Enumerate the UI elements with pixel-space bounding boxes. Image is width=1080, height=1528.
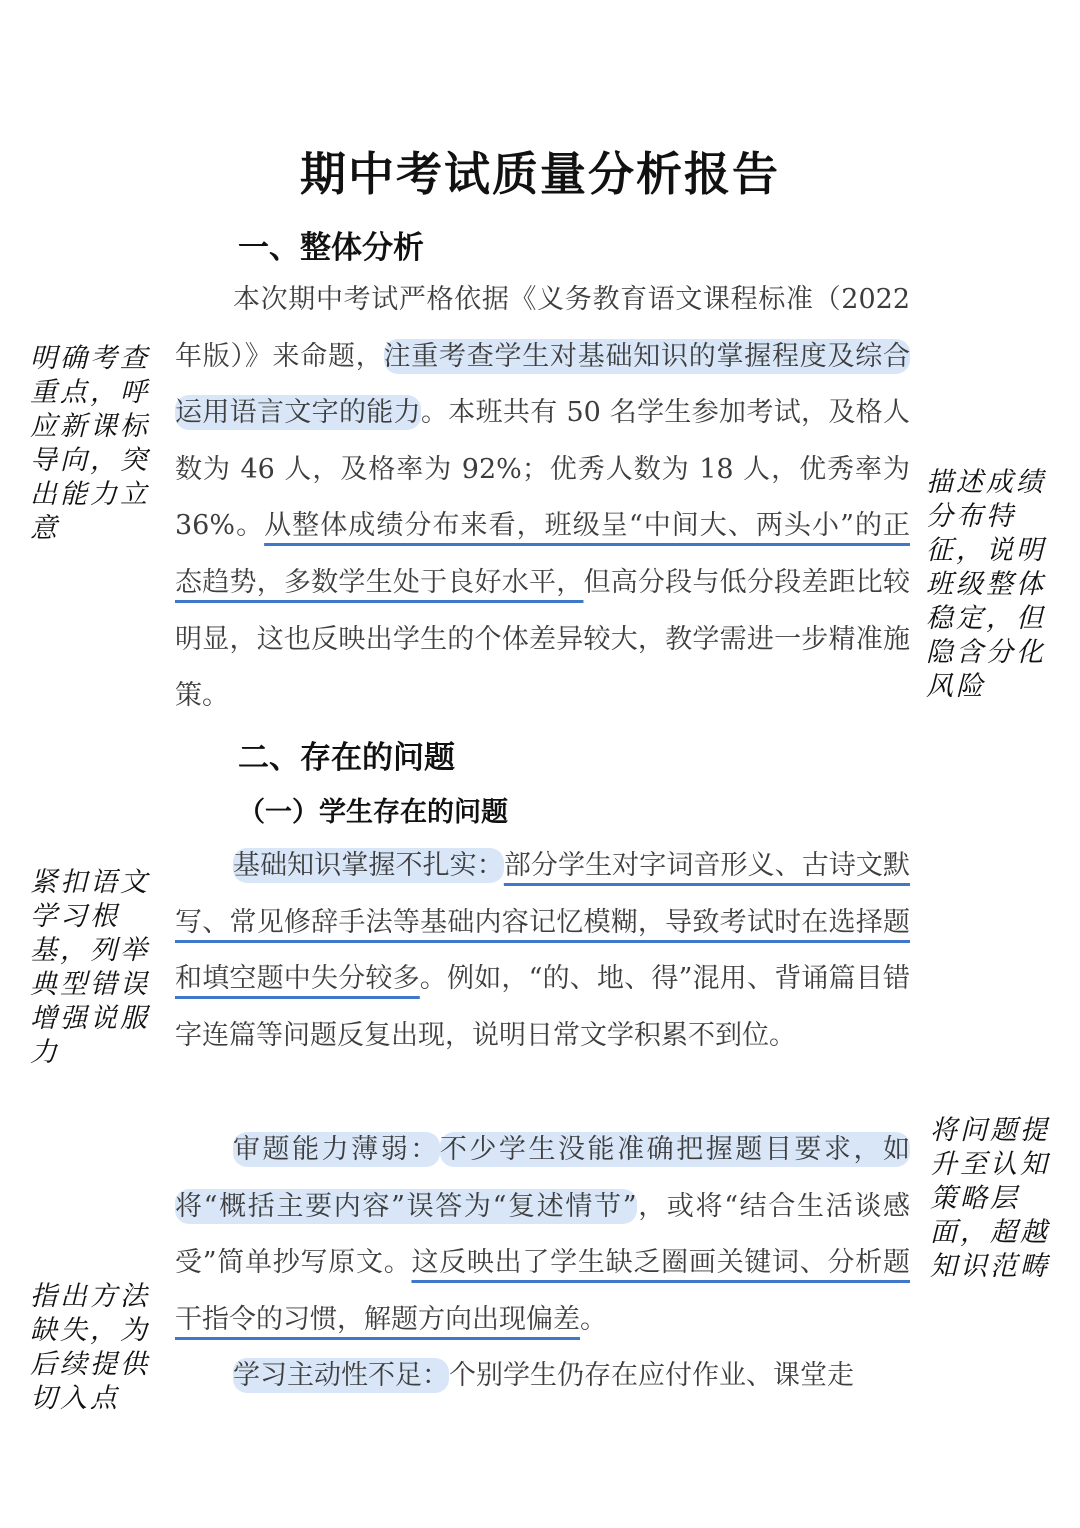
text-run: 。本班共有 50 名学生参加考试，及格人数为 46 人，及格率为 92%；优秀人数为 18 人，优秀率为 36%。 [175, 397, 910, 542]
margin-note: 指出方法缺失，为后续提供切入点 [30, 1281, 150, 1414]
text-run: 。例如，“的、地、得”混用、背诵篇目错字连篇等问题反复出现，说明日常文学积累不到位。 [175, 963, 910, 1051]
text-run: 个别学生仍存在应付作业、课堂走 [449, 1360, 854, 1391]
highlighted-text: 审题能力薄弱： [233, 1134, 440, 1165]
underlined-text: 这反映出了学生缺乏圈画关键词、分析题干指令的习惯，解题方向出现偏差 [175, 1247, 910, 1335]
margin-note: 明确考查重点，呼应新课标导向，突出能力立意 [30, 343, 150, 544]
text-run: 但高分段与低分段差距比较明显，这也反映出学生的个体差异较大，教学需进一步精准施策。 [175, 566, 911, 712]
highlighted-text: 注重考查学生对基础知识的掌握程度及综合运用语言文字的能力 [175, 340, 910, 429]
paragraph-overall [175, 272, 910, 725]
page-title: 期中考试质量分析报告 [300, 147, 780, 201]
margin-note: 紧扣语文学习根基，列举典型错误增强说服力 [30, 867, 150, 1068]
highlighted-text: 学习主动性不足： [233, 1360, 449, 1391]
underlined-text: 部分学生对字词音形义、古诗文默写、常见修辞手法等基础内容记忆模糊，导致考试时在选择题和填空题中失分较多 [175, 850, 911, 995]
section-heading-overall: 一、整体分析 [238, 230, 424, 266]
paragraph-question-reading [175, 1122, 910, 1348]
paragraph-basic-knowledge [175, 838, 910, 1064]
text-run: 本次期中考试严格依据《义务教育语文课程标准（2022年版）》来命题， [175, 284, 910, 372]
underlined-text: 从整体成绩分布来看，班级呈“中间大、两头小”的正态趋势，多数学生处于良好水平， [175, 510, 910, 598]
paragraph-initiative [175, 1348, 910, 1405]
text-run: ，或将“结合生活谈感受”简单抄写原文。 [175, 1190, 910, 1279]
subsection-heading-students: （一）学生存在的问题 [238, 797, 508, 828]
highlighted-text: 基础知识掌握不扎实： [233, 850, 504, 881]
margin-note: 将问题提升至认知策略层面，超越知识范畴 [930, 1115, 1050, 1282]
section-heading-problems: 二、存在的问题 [238, 740, 455, 776]
text-run: 。 [580, 1303, 607, 1335]
margin-note: 描述成绩分布特征，说明班级整体稳定，但隐含分化风险 [926, 467, 1046, 702]
highlighted-text: 不少学生没能准确把握题目要求，如将“概括主要内容”误答为“复述情节” [175, 1134, 911, 1222]
